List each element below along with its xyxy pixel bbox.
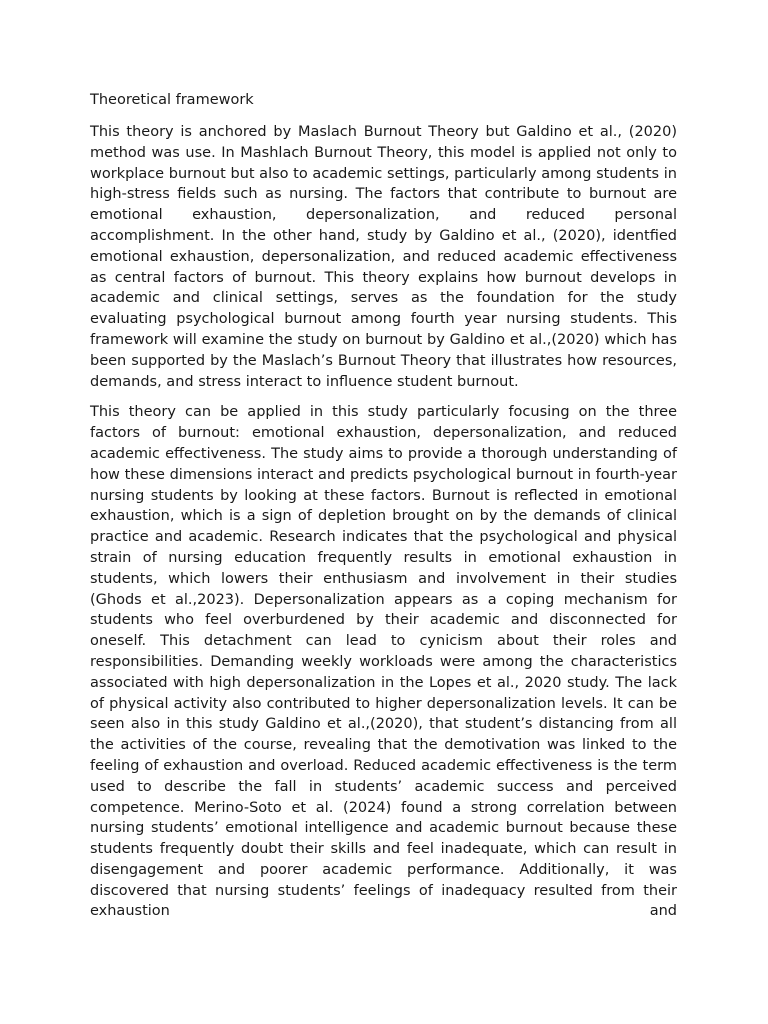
paragraph-2: This theory can be applied in this study particularly focusing on the three factors of burnout: emotional exhaustion, depersonalization, and reduced academic effectiveness. The study aims to provide a thorough understanding of how these dimensions interact and predicts psychological burnout in fourth-year nursing students by looking at these factors. Burnout is reflected in emotional exhaustion, which is a sign of depletion brought on by the demands of clinical practice and academic. Research indicates that the psychological and physical strain of nursing education frequently results in emotional exhaustion in students, which lowers their enthusiasm and involvement in their studies (Ghods et al.,2023). Depersonalization appears as a coping mechanism for students who feel overburdened by their academic and disconnected for oneself. This detachment can lead to cynicism about their roles and responsibilities. Demanding weekly workloads were among the characteristics associated with high depersonalization in the Lopes et al., 2020 study. The lack of physical activity also contributed to higher depersonalization levels. It can be seen also in this study Galdino et al.,(2020), that student’s distancing from all the activities of the course, revealing that the demotivation was linked to the feeling of exhaustion and overload. Reduced academic effectiveness is the term used to describe the fall in students’ academic success and perceived competence. Merino-Soto et al. (2024) found a strong correlation between nursing students’ emotional intelligence and academic burnout because these students frequently doubt their skills and feel inadequate, which can result in disengagement and poorer academic performance. Additionally, it was discovered that nursing students’ feelings of inadequacy resulted from their exhaustion and: [90, 404, 677, 920]
paragraph-1: This theory is anchored by Maslach Burnout Theory but Galdino et al., (2020) method was use. In Mashlach Burnout Theory, this model is applied not only to workplace burnout but also to academic settings, particularly among students in high-stress fields such as nursing. The factors that contribute to burnout are emotional exhaustion, depersonalization, and reduced personal accomplishment. In the other hand, study by Galdino et al., (2020), identfied emotional exhaustion, depersonalization, and reduced academic effectiveness as central factors of burnout. This theory explains how burnout develops in academic and clinical settings, serves as the foundation for the study evaluating psychological burnout among fourth year nursing students. This framework will examine the study on burnout by Galdino et al.,(2020) which has been supported by the Maslach’s Burnout Theory that illustrates how resources, demands, and stress interact to influence student burnout.: [90, 124, 677, 390]
document-page: [90, 90, 677, 932]
section-heading: Theoretical framework: [90, 92, 254, 108]
